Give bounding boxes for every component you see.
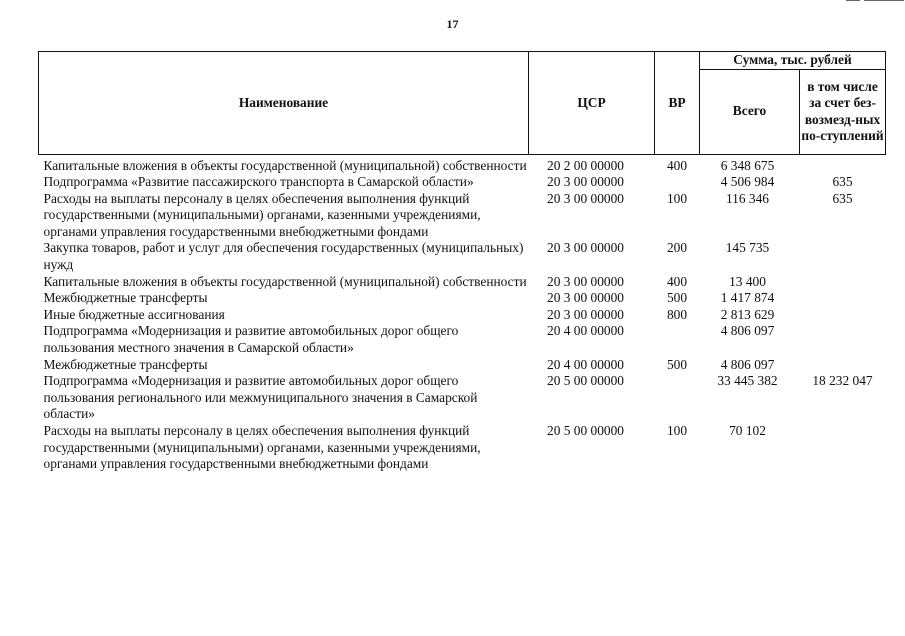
table-row bbox=[39, 274, 886, 291]
table-row bbox=[39, 240, 886, 273]
row-free-receipts-cell: 18 232 047 bbox=[812, 373, 873, 389]
row-csr-cell: 20 3 00 00000 bbox=[547, 290, 624, 306]
row-csr-cell: 20 3 00 00000 bbox=[547, 273, 624, 289]
row-free-receipts-cell bbox=[800, 307, 886, 324]
row-vr-cell bbox=[655, 323, 700, 356]
row-total-cell: 4 806 097 bbox=[720, 356, 775, 372]
row-vr-cell: 500 bbox=[666, 290, 688, 306]
row-total-cell: 4 506 984 bbox=[720, 174, 775, 190]
row-total-cell: 145 735 bbox=[725, 240, 770, 256]
row-name-cell: Расходы на выплаты персоналу в целях обеспечения выполнения функций государственными (муниципальными) органами, казенными учреждениями, органами управления государственными внебюджетными фондами bbox=[43, 190, 481, 239]
row-name-cell: Закупка товаров, работ и услуг для обеспечения государственных (муниципальных) нужд bbox=[43, 240, 524, 273]
row-csr-cell: 20 5 00 00000 bbox=[547, 423, 624, 438]
row-total-cell: 6 348 675 bbox=[720, 157, 775, 173]
header-total: Всего bbox=[700, 69, 800, 154]
table-body bbox=[39, 154, 886, 473]
header-sum-group: Сумма, тыс. рублей bbox=[700, 52, 886, 70]
row-vr-cell: 400 bbox=[666, 273, 688, 289]
table-row bbox=[39, 323, 886, 356]
table-row bbox=[39, 191, 886, 241]
row-free-receipts-cell bbox=[800, 290, 886, 307]
row-csr-cell: 20 5 00 00000 bbox=[547, 373, 624, 389]
page-number: 17 bbox=[446, 17, 459, 31]
row-name-cell: Межбюджетные трансферты bbox=[43, 356, 208, 372]
header-csr: ЦСР bbox=[529, 52, 655, 155]
row-name-cell: Межбюджетные трансферты bbox=[43, 290, 208, 306]
row-vr-cell: 400 bbox=[666, 157, 688, 173]
header-vr: ВР bbox=[655, 52, 700, 155]
row-total-cell: 2 813 629 bbox=[720, 306, 775, 322]
table-row bbox=[39, 423, 886, 473]
row-total-cell: 70 102 bbox=[729, 423, 766, 438]
table-row bbox=[39, 357, 886, 374]
row-total-cell: 13 400 bbox=[729, 273, 766, 289]
header-free-receipts: в том числе за счет без-возмезд-ных по-ступлений bbox=[800, 69, 886, 154]
row-name-cell: Расходы на выплаты персоналу в целях обеспечения выполнения функций государственными (муниципальными) органами, казенными учреждениями, органами управления государственными внебюджетными фондами bbox=[43, 423, 481, 472]
row-free-receipts-cell bbox=[800, 240, 886, 273]
row-free-receipts-cell: 635 bbox=[832, 174, 853, 190]
row-name-cell: Иные бюджетные ассигнования bbox=[43, 306, 225, 322]
row-free-receipts-cell bbox=[800, 274, 886, 291]
row-vr-cell: 100 bbox=[666, 423, 688, 438]
table-row bbox=[39, 307, 886, 324]
row-vr-cell bbox=[655, 373, 700, 423]
row-name-cell: Капитальные вложения в объекты государственной (муниципальной) собственности bbox=[43, 273, 527, 289]
table-row bbox=[39, 174, 886, 191]
header-name: Наименование bbox=[39, 52, 529, 155]
row-csr-cell: 20 2 00 00000 bbox=[547, 157, 624, 173]
table-row bbox=[39, 290, 886, 307]
row-name-cell: Подпрограмма «Модернизация и развитие автомобильных дорог общего пользования регионального или межмуниципального значения в Самарской области» bbox=[43, 373, 478, 422]
row-free-receipts-cell bbox=[800, 423, 886, 473]
row-vr-cell: 100 bbox=[666, 190, 688, 206]
row-free-receipts-cell bbox=[800, 154, 886, 174]
row-vr-cell: 200 bbox=[666, 240, 688, 256]
row-name-cell: Капитальные вложения в объекты государственной (муниципальной) собственности bbox=[43, 157, 527, 173]
row-total-cell: 1 417 874 bbox=[720, 290, 775, 306]
row-free-receipts-cell bbox=[800, 323, 886, 356]
budget-table bbox=[38, 51, 886, 473]
scan-artifact-line bbox=[864, 0, 904, 1]
row-vr-cell bbox=[655, 174, 700, 191]
row-name-cell: Подпрограмма «Развитие пассажирского транспорта в Самарской области» bbox=[43, 174, 474, 190]
table-row bbox=[39, 373, 886, 423]
row-total-cell: 116 346 bbox=[725, 190, 770, 206]
row-free-receipts-cell bbox=[800, 357, 886, 374]
row-total-cell: 4 806 097 bbox=[720, 323, 775, 339]
table-row bbox=[39, 154, 886, 174]
row-total-cell: 33 445 382 bbox=[717, 373, 778, 389]
row-vr-cell: 500 bbox=[666, 356, 688, 372]
row-csr-cell: 20 3 00 00000 bbox=[547, 306, 624, 322]
row-csr-cell: 20 3 00 00000 bbox=[547, 240, 624, 256]
row-free-receipts-cell: 635 bbox=[832, 190, 853, 206]
row-name-cell: Подпрограмма «Модернизация и развитие автомобильных дорог общего пользования местного значения в Самарской области» bbox=[43, 323, 459, 356]
table-header bbox=[39, 52, 886, 155]
row-csr-cell: 20 4 00 00000 bbox=[547, 356, 624, 372]
row-csr-cell: 20 4 00 00000 bbox=[547, 323, 624, 339]
scan-artifact-line bbox=[846, 0, 860, 1]
row-vr-cell: 800 bbox=[666, 306, 688, 322]
row-csr-cell: 20 3 00 00000 bbox=[547, 174, 624, 190]
row-csr-cell: 20 3 00 00000 bbox=[547, 190, 624, 206]
